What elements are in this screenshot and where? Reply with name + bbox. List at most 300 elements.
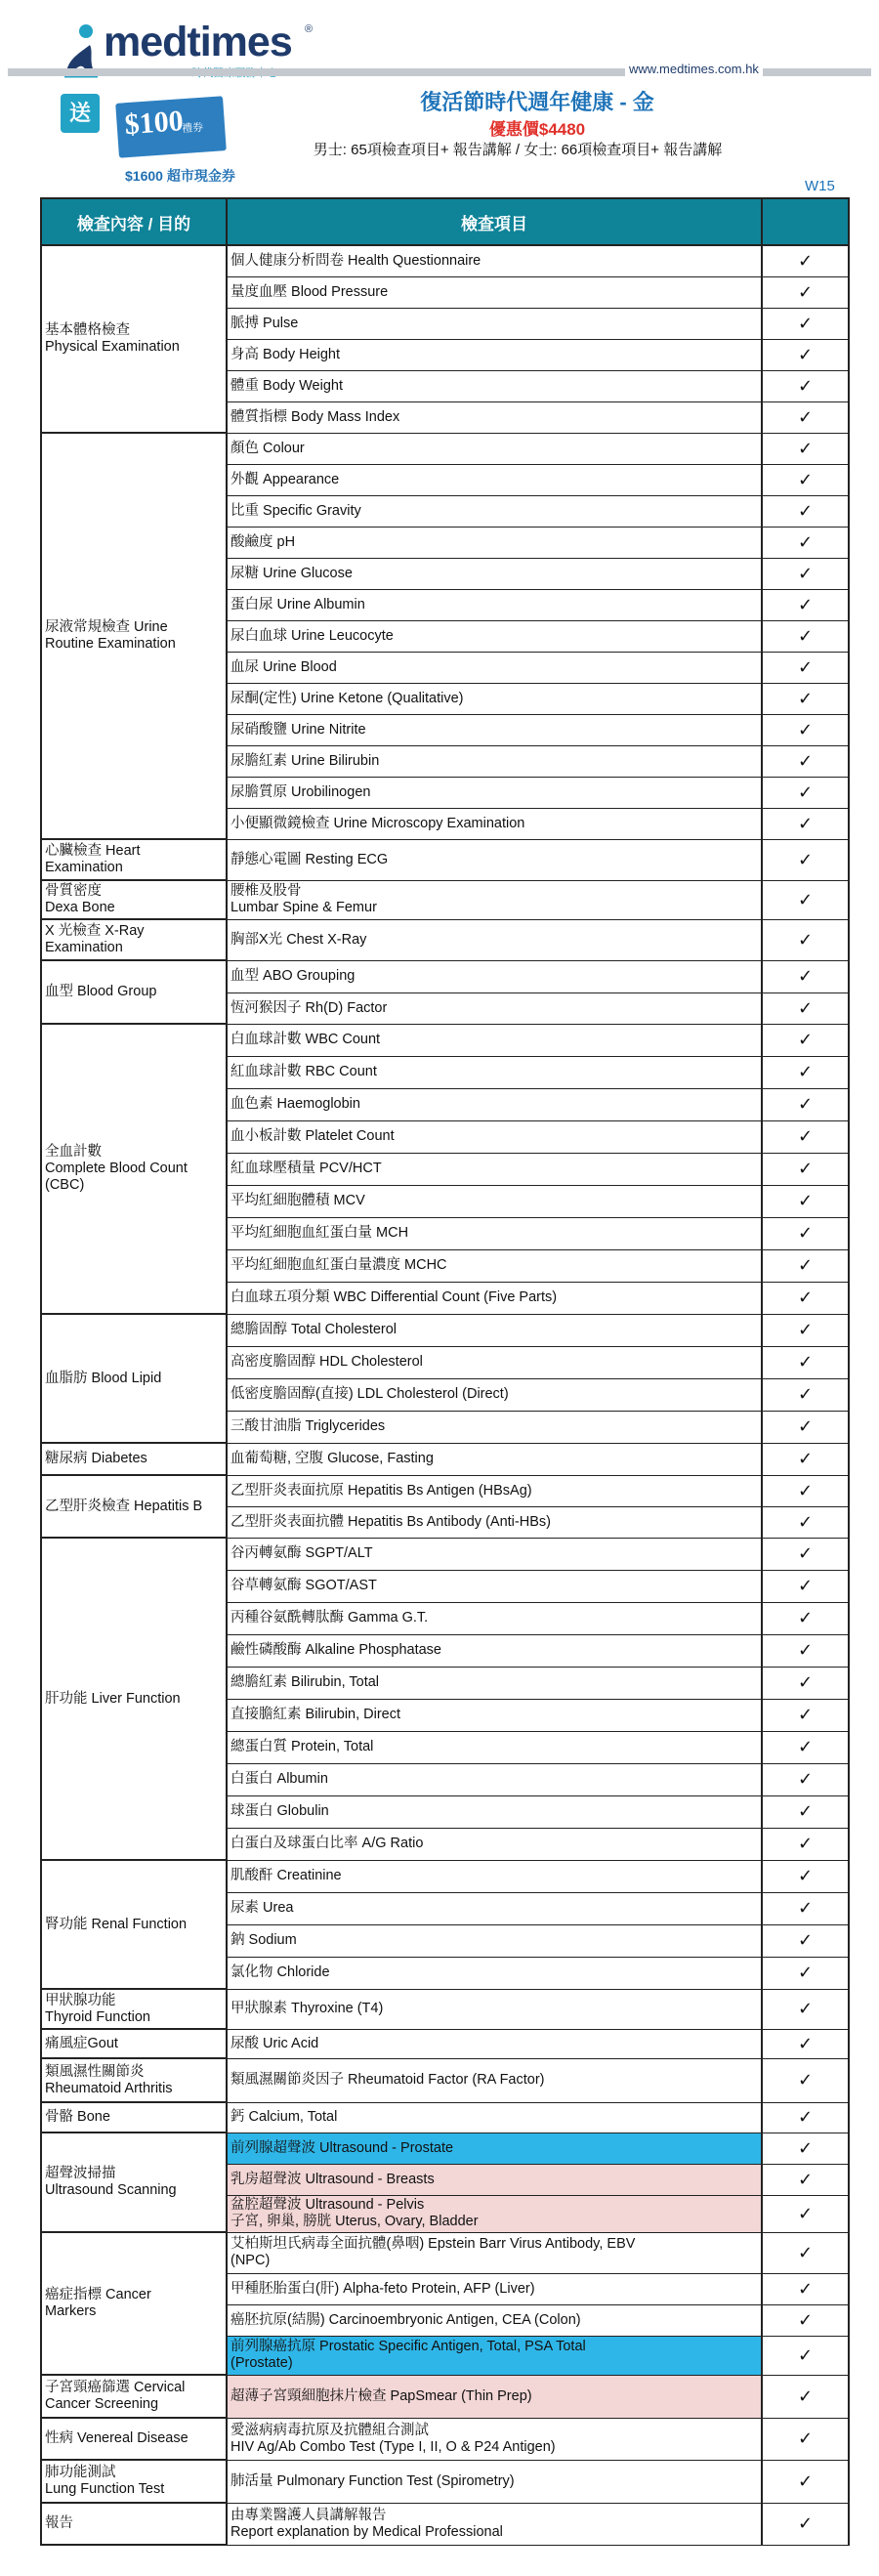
- item-cell: [227, 2503, 762, 2545]
- checkup-table: [40, 197, 850, 2546]
- item-cell: [227, 558, 762, 589]
- checkmark-icon: ✓: [797, 531, 814, 552]
- category-label: 肝功能 Liver Function: [45, 1690, 181, 1707]
- category-label: 基本體格檢查 Physical Examination: [45, 322, 180, 355]
- check-cell: [762, 1989, 849, 2029]
- table-row: [41, 2102, 849, 2133]
- item-label: 甲狀腺素 Thyroxine (T4): [230, 2001, 384, 2016]
- item-cell: [227, 2133, 762, 2164]
- checkmark-icon: ✓: [797, 1801, 814, 1821]
- checkmark-icon: ✓: [797, 2242, 814, 2262]
- item-label: 癌胚抗原(結腸) Carcinoembryonic Antigen, CEA (Colon): [230, 2311, 581, 2328]
- item-cell: [227, 1153, 762, 1185]
- item-label: 總蛋白質 Protein, Total: [230, 1739, 374, 1754]
- item-cell: [227, 245, 762, 276]
- header-items: 檢查項目: [227, 198, 762, 245]
- check-cell: [762, 1570, 849, 1602]
- package-code: W15: [805, 178, 835, 194]
- item-label: 量度血壓 Blood Pressure: [230, 283, 389, 300]
- check-cell: [762, 245, 849, 276]
- item-cell: [227, 683, 762, 714]
- category-label: 報告: [45, 2515, 73, 2531]
- category-label: 類風濕性關節炎 Rheumatoid Arthritis: [45, 2063, 173, 2096]
- check-cell: [762, 745, 849, 777]
- check-cell: [762, 960, 849, 992]
- checkmark-icon: ✓: [797, 966, 814, 986]
- package-note: 男士: 65項檢查項目+ 報告講解 / 女士: 66項檢查項目+ 報告講解: [313, 142, 723, 158]
- item-label: 尿糖 Urine Glucose: [230, 565, 353, 581]
- category-cell: [41, 1314, 227, 1443]
- check-cell: [762, 308, 849, 339]
- table-row: [41, 1538, 849, 1570]
- item-label: 尿酸 Uric Acid: [230, 2035, 319, 2051]
- table-row: [41, 2029, 849, 2058]
- checkmark-icon: ✓: [797, 997, 814, 1018]
- check-cell: [762, 919, 849, 960]
- item-cell: [227, 1411, 762, 1443]
- item-cell: [227, 960, 762, 992]
- check-cell: [762, 1892, 849, 1924]
- category-label: 痛風症Gout: [45, 2035, 118, 2051]
- category-label: 腎功能 Renal Function: [45, 1916, 188, 1932]
- checkmark-icon: ✓: [797, 1030, 814, 1049]
- item-label: 蛋白尿 Urine Albumin: [230, 596, 365, 612]
- checkmark-icon: ✓: [797, 2344, 814, 2365]
- item-cell: [227, 1346, 762, 1378]
- checkmark-icon: ✓: [797, 1255, 814, 1275]
- checkmark-icon: ✓: [797, 1223, 814, 1243]
- item-cell: [227, 2029, 762, 2058]
- category-cell: [41, 1475, 227, 1538]
- checkmark-icon: ✓: [797, 281, 814, 302]
- item-cell: [227, 1056, 762, 1088]
- item-label: 總膽紅素 Bilirubin, Total: [230, 1674, 380, 1690]
- check-cell: [762, 1024, 849, 1056]
- item-label: 乙型肝炎表面抗原 Hepatitis Bs Antigen (HBsAg): [230, 1482, 532, 1499]
- checkmark-icon: ✓: [797, 1416, 814, 1436]
- table-header-row: [41, 198, 849, 245]
- item-label: 甲種胚胎蛋白(肝) Alpha-feto Protein, AFP (Liver): [230, 2280, 535, 2297]
- item-label: 乙型肝炎表面抗體 Hepatitis Bs Antibody (Anti-HBs): [230, 1513, 551, 1530]
- table-row: [41, 433, 849, 464]
- item-cell: [227, 1506, 762, 1538]
- checkmark-icon: ✓: [797, 594, 814, 614]
- item-label: 高密度膽固醇 HDL Cholesterol: [230, 1354, 423, 1370]
- table-row: [41, 1024, 849, 1056]
- check-cell: [762, 1924, 849, 1957]
- table-row: [41, 2375, 849, 2418]
- category-label: X 光檢查 X-Ray Examination: [45, 923, 145, 955]
- checkmark-icon: ✓: [797, 781, 814, 802]
- item-label: 白蛋白及球蛋白比率 A/G Ratio: [230, 1836, 424, 1851]
- item-label: 乳房超聲波 Ultrasound - Breasts: [230, 2171, 435, 2187]
- item-label: 酸鹼度 pH: [230, 533, 296, 550]
- check-cell: [762, 527, 849, 558]
- check-cell: [762, 1634, 849, 1667]
- checkmark-icon: ✓: [797, 813, 814, 833]
- item-label: 胸部X光 Chest X-Ray: [230, 931, 367, 948]
- category-label: 肺功能測試 Lung Function Test: [45, 2465, 165, 2497]
- item-cell: [227, 2195, 762, 2232]
- check-cell: [762, 433, 849, 464]
- check-cell: [762, 2273, 849, 2304]
- item-cell: [227, 1892, 762, 1924]
- checkmark-icon: ✓: [797, 1963, 814, 1982]
- checkmark-icon: ✓: [797, 1834, 814, 1853]
- check-cell: [762, 1860, 849, 1892]
- category-cell: [41, 2232, 227, 2375]
- item-label: 前列腺癌抗原 Prostatic Specific Antigen, Total, PSA Total (Prostate): [230, 2339, 586, 2371]
- item-label: 球蛋白 Globulin: [230, 1803, 329, 1819]
- header-category: 檢查內容 / 目的: [41, 198, 227, 245]
- item-label: 谷丙轉氨酶 SGPT/ALT: [230, 1545, 373, 1561]
- check-cell: [762, 839, 849, 880]
- checkmark-icon: ✓: [797, 2386, 814, 2406]
- checkmark-icon: ✓: [797, 2513, 814, 2533]
- item-label: 尿硝酸鹽 Urine Nitrite: [230, 721, 366, 738]
- checkmark-icon: ✓: [797, 849, 814, 869]
- check-cell: [762, 1185, 849, 1217]
- checkmark-icon: ✓: [797, 1543, 814, 1563]
- item-cell: [227, 1378, 762, 1411]
- check-cell: [762, 683, 849, 714]
- page-header: [0, 0, 879, 195]
- checkmark-icon: ✓: [797, 1705, 814, 1724]
- check-cell: [762, 1795, 849, 1828]
- item-cell: [227, 495, 762, 527]
- item-cell: [227, 1217, 762, 1249]
- checkmark-icon: ✓: [797, 1449, 814, 1468]
- check-cell: [762, 1120, 849, 1153]
- table-row: [41, 1443, 849, 1475]
- checkmark-icon: ✓: [797, 469, 814, 489]
- gift-badge: 送: [61, 94, 100, 133]
- item-label: 肌酸酐 Creatinine: [230, 1868, 342, 1883]
- item-cell: [227, 2418, 762, 2460]
- item-cell: [227, 1024, 762, 1056]
- item-label: 體重 Body Weight: [230, 377, 343, 394]
- check-cell: [762, 1056, 849, 1088]
- package-title: 復活節時代週年健康 - 金: [420, 90, 654, 114]
- table-row: [41, 1475, 849, 1506]
- item-label: 丙種谷氨酰轉肽酶 Gamma G.T.: [230, 1610, 429, 1626]
- checkmark-icon: ✓: [797, 2107, 814, 2127]
- checkmark-icon: ✓: [797, 1159, 814, 1178]
- check-cell: [762, 1282, 849, 1314]
- check-cell: [762, 1249, 849, 1282]
- check-cell: [762, 1475, 849, 1506]
- website-link[interactable]: www.medtimes.com.hk: [625, 62, 763, 76]
- check-cell: [762, 1443, 849, 1475]
- item-cell: [227, 1282, 762, 1314]
- check-cell: [762, 1667, 849, 1699]
- item-cell: [227, 1860, 762, 1892]
- item-label: 肺活量 Pulmonary Function Test (Spirometry): [230, 2472, 515, 2489]
- check-cell: [762, 1957, 849, 1989]
- voucher-card: [115, 96, 227, 158]
- check-cell: [762, 808, 849, 839]
- item-label: 血葡萄糖, 空腹 Glucose, Fasting: [230, 1451, 434, 1466]
- check-cell: [762, 401, 849, 433]
- item-label: 顏色 Colour: [230, 440, 305, 456]
- check-cell: [762, 1346, 849, 1378]
- table-row: [41, 1860, 849, 1892]
- item-label: 體質指標 Body Mass Index: [230, 408, 400, 425]
- voucher-tag: 禮券: [181, 121, 204, 136]
- check-cell: [762, 2133, 849, 2164]
- check-cell: [762, 339, 849, 370]
- check-cell: [762, 1602, 849, 1634]
- check-cell: [762, 1731, 849, 1763]
- item-label: 身高 Body Height: [230, 346, 341, 362]
- item-label: 比重 Specific Gravity: [230, 502, 361, 519]
- checkmark-icon: ✓: [797, 688, 814, 708]
- check-cell: [762, 1538, 849, 1570]
- checkmark-icon: ✓: [797, 1062, 814, 1081]
- item-cell: [227, 2375, 762, 2418]
- checkmark-icon: ✓: [797, 2033, 814, 2053]
- item-label: 尿白血球 Urine Leucocyte: [230, 627, 394, 644]
- item-label: 類風濕關節炎因子 Rheumatoid Factor (RA Factor): [230, 2072, 545, 2088]
- category-label: 血脂肪 Blood Lipid: [45, 1370, 162, 1386]
- item-label: 脈搏 Pulse: [230, 315, 299, 331]
- checkmark-icon: ✓: [797, 1384, 814, 1404]
- category-cell: [41, 2503, 227, 2545]
- item-label: 谷草轉氨酶 SGOT/AST: [230, 1578, 377, 1593]
- logo-text: medtimes: [104, 19, 292, 65]
- item-label: 血色素 Haemoglobin: [230, 1096, 360, 1112]
- check-cell: [762, 1153, 849, 1185]
- check-cell: [762, 777, 849, 808]
- category-cell: [41, 1538, 227, 1860]
- item-label: 個人健康分析問卷 Health Questionnaire: [230, 252, 481, 269]
- item-cell: [227, 808, 762, 839]
- check-cell: [762, 589, 849, 620]
- category-label: 癌症指標 Cancer Markers: [45, 2287, 151, 2319]
- table-row: [41, 2418, 849, 2460]
- check-cell: [762, 2232, 849, 2273]
- checkmark-icon: ✓: [797, 656, 814, 677]
- item-cell: [227, 1602, 762, 1634]
- check-cell: [762, 2304, 849, 2336]
- item-cell: [227, 1634, 762, 1667]
- check-cell: [762, 992, 849, 1024]
- category-cell: [41, 1024, 227, 1314]
- item-cell: [227, 1249, 762, 1282]
- category-label: 心臟檢查 Heart Examination: [45, 843, 141, 875]
- item-label: 愛滋病病毒抗原及抗體組合測試 HIV Ag/Ab Combo Test (Type I, II, O & P24 Antigen): [230, 2422, 556, 2455]
- item-label: 尿膽紅素 Urine Bilirubin: [230, 752, 380, 769]
- category-cell: [41, 1989, 227, 2029]
- item-cell: [227, 2460, 762, 2503]
- item-cell: [227, 433, 762, 464]
- category-label: 血型 Blood Group: [45, 984, 157, 999]
- item-label: 靜態心電圖 Resting ECG: [230, 851, 389, 867]
- category-cell: [41, 2418, 227, 2460]
- checkmark-icon: ✓: [797, 1511, 814, 1532]
- item-cell: [227, 1924, 762, 1957]
- checkmark-icon: ✓: [797, 2070, 814, 2090]
- item-cell: [227, 2273, 762, 2304]
- checkmark-icon: ✓: [797, 313, 814, 333]
- category-cell: [41, 880, 227, 919]
- item-cell: [227, 2164, 762, 2195]
- item-label: 腰椎及股骨 Lumbar Spine & Femur: [230, 883, 377, 915]
- category-cell: [41, 1860, 227, 1989]
- checkmark-icon: ✓: [797, 2169, 814, 2189]
- checkmark-icon: ✓: [797, 1866, 814, 1885]
- category-cell: [41, 2058, 227, 2102]
- category-label: 超聲波掃描 Ultrasound Scanning: [45, 2166, 177, 2198]
- item-label: 鈉 Sodium: [230, 1932, 297, 1948]
- check-cell: [762, 2102, 849, 2133]
- voucher-amount: $100: [123, 105, 185, 142]
- item-label: 恆河猴因子 Rh(D) Factor: [230, 999, 388, 1016]
- category-cell: [41, 960, 227, 1024]
- category-label: 骨質密度 Dexa Bone: [45, 883, 115, 915]
- item-cell: [227, 1667, 762, 1699]
- checkmark-icon: ✓: [797, 719, 814, 739]
- checkmark-icon: ✓: [797, 1640, 814, 1660]
- check-cell: [762, 1088, 849, 1120]
- category-cell: [41, 245, 227, 433]
- checkmark-icon: ✓: [797, 563, 814, 583]
- checkmark-icon: ✓: [797, 438, 814, 458]
- item-cell: [227, 401, 762, 433]
- item-label: 尿膽質原 Urobilinogen: [230, 783, 371, 800]
- check-cell: [762, 1314, 849, 1346]
- item-cell: [227, 1795, 762, 1828]
- item-cell: [227, 276, 762, 308]
- checkmark-icon: ✓: [797, 1480, 814, 1500]
- checkmark-icon: ✓: [797, 500, 814, 521]
- item-label: 尿素 Urea: [230, 1900, 294, 1916]
- check-cell: [762, 2058, 849, 2102]
- item-label: 總膽固醇 Total Cholesterol: [230, 1322, 398, 1337]
- check-cell: [762, 464, 849, 495]
- item-cell: [227, 1475, 762, 1506]
- item-label: 鈣 Calcium, Total: [230, 2109, 338, 2125]
- item-label: 白血球計數 WBC Count: [230, 1032, 381, 1047]
- check-cell: [762, 558, 849, 589]
- item-cell: [227, 464, 762, 495]
- category-cell: [41, 2133, 227, 2232]
- item-cell: [227, 1731, 762, 1763]
- checkmark-icon: ✓: [797, 929, 814, 950]
- item-label: 超薄子宮頸細胞抹片檢查 PapSmear (Thin Prep): [230, 2387, 532, 2404]
- checkmark-icon: ✓: [797, 2137, 814, 2158]
- item-cell: [227, 880, 762, 919]
- check-cell: [762, 495, 849, 527]
- check-cell: [762, 1506, 849, 1538]
- check-cell: [762, 2375, 849, 2418]
- category-label: 性病 Venereal Disease: [45, 2430, 188, 2446]
- checkmark-icon: ✓: [797, 889, 814, 909]
- item-cell: [227, 1443, 762, 1475]
- check-cell: [762, 276, 849, 308]
- item-cell: [227, 2336, 762, 2375]
- item-label: 三酸甘油脂 Triglycerides: [230, 1418, 386, 1434]
- item-label: 鹼性磷酸酶 Alkaline Phosphatase: [230, 1642, 441, 1658]
- category-label: 骨骼 Bone: [45, 2109, 110, 2125]
- check-cell: [762, 1828, 849, 1860]
- item-label: 外觀 Appearance: [230, 471, 340, 487]
- voucher-caption: $1600 超市現金券: [125, 168, 235, 184]
- category-label: 全血計數 Complete Blood Count (CBC): [45, 1144, 188, 1193]
- item-label: 血尿 Urine Blood: [230, 658, 337, 675]
- item-cell: [227, 1314, 762, 1346]
- check-cell: [762, 370, 849, 401]
- item-label: 氯化物 Chloride: [230, 1964, 330, 1980]
- item-cell: [227, 620, 762, 652]
- check-cell: [762, 2195, 849, 2232]
- category-cell: [41, 919, 227, 960]
- item-cell: [227, 1570, 762, 1602]
- table-body: [41, 245, 849, 2545]
- check-cell: [762, 1411, 849, 1443]
- checkmark-icon: ✓: [797, 1898, 814, 1918]
- item-label: 平均紅細胞血紅蛋白量 MCH: [230, 1225, 409, 1241]
- item-label: 低密度膽固醇(直接) LDL Cholesterol (Direct): [230, 1386, 509, 1402]
- category-label: 糖尿病 Diabetes: [45, 1451, 147, 1466]
- checkmark-icon: ✓: [797, 250, 814, 271]
- item-label: 盆腔超聲波 Ultrasound - Pelvis 子宮, 卵巢, 膀胱 Uterus, Ovary, Bladder: [230, 2197, 479, 2229]
- check-cell: [762, 2418, 849, 2460]
- table-row: [41, 880, 849, 919]
- checkmark-icon: ✓: [797, 1769, 814, 1789]
- table-row: [41, 2232, 849, 2273]
- category-cell: [41, 2029, 227, 2058]
- category-label: 子宮頸癌篩選 Cervical Cancer Screening: [45, 2380, 186, 2412]
- check-cell: [762, 1763, 849, 1795]
- table-row: [41, 1989, 849, 2029]
- item-label: 紅血球壓積量 PCV/HCT: [230, 1161, 382, 1176]
- item-cell: [227, 1957, 762, 1989]
- checkmark-icon: ✓: [797, 2428, 814, 2448]
- table-row: [41, 960, 849, 992]
- item-cell: [227, 1120, 762, 1153]
- table-row: [41, 839, 849, 880]
- category-cell: [41, 2102, 227, 2133]
- category-cell: [41, 433, 227, 839]
- item-cell: [227, 1088, 762, 1120]
- checkmark-icon: ✓: [797, 344, 814, 364]
- check-cell: [762, 620, 849, 652]
- item-label: 尿酮(定性) Urine Ketone (Qualitative): [230, 690, 464, 706]
- check-cell: [762, 1217, 849, 1249]
- table-row: [41, 2460, 849, 2503]
- checkmark-icon: ✓: [797, 625, 814, 646]
- category-cell: [41, 2375, 227, 2418]
- header-check: [762, 198, 849, 245]
- package-price: 優惠價$4480: [488, 120, 586, 139]
- item-cell: [227, 370, 762, 401]
- check-cell: [762, 2460, 849, 2503]
- check-cell: [762, 2503, 849, 2545]
- checkmark-icon: ✓: [797, 375, 814, 396]
- item-cell: [227, 839, 762, 880]
- item-label: 白血球五項分類 WBC Differential Count (Five Parts): [230, 1289, 558, 1305]
- item-cell: [227, 2058, 762, 2102]
- table-row: [41, 2058, 849, 2102]
- item-cell: [227, 1828, 762, 1860]
- category-cell: [41, 1443, 227, 1475]
- item-label: 艾柏斯坦氏病毒全面抗體(鼻咽) Epstein Barr Virus Antibody, EBV (NPC): [230, 2236, 636, 2268]
- item-cell: [227, 777, 762, 808]
- item-label: 小便顯微鏡檢查 Urine Microscopy Examination: [230, 815, 525, 831]
- category-label: 甲狀腺功能 Thyroid Function: [45, 1992, 150, 2025]
- checkmark-icon: ✓: [797, 750, 814, 771]
